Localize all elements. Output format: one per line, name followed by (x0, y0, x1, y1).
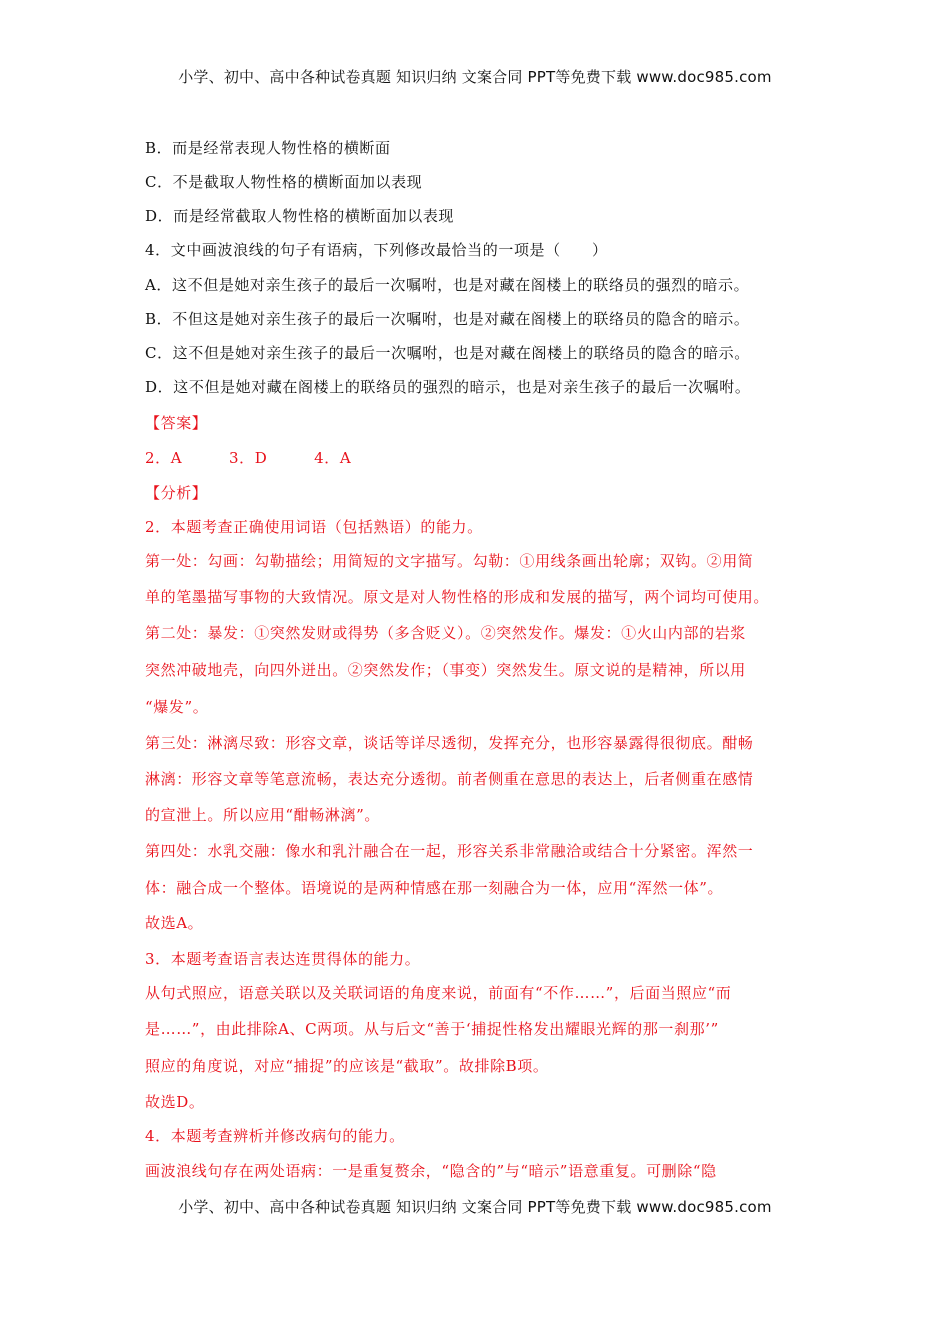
text-line: 故选D。 (145, 1093, 205, 1111)
text-line: 3．本题考查语言表达连贯得体的能力。 (145, 950, 421, 968)
text-line: 2．本题考查正确使用词语（包括熟语）的能力。 (145, 518, 483, 536)
footer-banner: 小学、初中、高中各种试卷真题 知识归纳 文案合同 PPT等免费下载 www.doc985.com (178, 1198, 772, 1216)
text-line: C．不是截取人物性格的横断面加以表现 (145, 173, 423, 191)
text-line: 4．文中画波浪线的句子有语病，下列修改最恰当的一项是（ ） (145, 241, 608, 259)
text-line: C．这不但是她对亲生孩子的最后一次嘱咐，也是对藏在阁楼上的联络员的隐含的暗示。 (145, 344, 750, 362)
text-line: D．而是经常截取人物性格的横断面加以表现 (145, 207, 455, 225)
text-line: 第一处：勾画：勾勒描绘；用简短的文字描写。勾勒：①用线条画出轮廓；双钩。②用简 (145, 552, 754, 570)
text-line: 4．本题考查辨析并修改病句的能力。 (145, 1127, 405, 1145)
text-line: 淋漓：形容文章等笔意流畅，表达充分透彻。前者侧重在意思的表达上，后者侧重在感情 (145, 770, 754, 788)
text-line: A．这不但是她对亲生孩子的最后一次嘱咐，也是对藏在阁楼上的联络员的强烈的暗示。 (145, 276, 750, 294)
text-line: D．这不但是她对藏在阁楼上的联络员的强烈的暗示，也是对亲生孩子的最后一次嘱咐。 (145, 378, 751, 396)
text-line: 单的笔墨描写事物的大致情况。原文是对人物性格的形成和发展的描写，两个词均可使用。 (145, 588, 770, 606)
text-line: “爆发”。 (145, 698, 209, 716)
text-line: 是……”，由此排除A、C两项。从与后文“善于‘捕捉性格发出耀眼光辉的那一刹那’” (145, 1020, 719, 1038)
text-line: 第四处：水乳交融：像水和乳汁融合在一起，形容关系非常融洽或结合十分紧密。浑然一 (145, 842, 754, 860)
text-line: 照应的角度说，对应“捕捉”的应该是“截取”。故排除B项。 (145, 1057, 549, 1075)
text-line: 从句式照应，语意关联以及关联词语的角度来说，前面有“不作……”，后面当照应“而 (145, 984, 732, 1002)
text-line: 第三处：淋漓尽致：形容文章，谈话等详尽透彻，发挥充分，也形容暴露得很彻底。酣畅 (145, 734, 754, 752)
text-line: B．而是经常表现人物性格的横断面 (145, 139, 391, 157)
text-line: 【分析】 (145, 484, 208, 502)
text-line: 突然冲破地壳，向四外迸出。②突然发作；（事变）突然发生。原文说的是精神，所以用 (145, 661, 746, 679)
text-line: 体：融合成一个整体。语境说的是两种情感在那一刻融合为一体，应用“浑然一体”。 (145, 879, 724, 897)
text-line: 【答案】 (145, 414, 208, 432)
header-banner: 小学、初中、高中各种试卷真题 知识归纳 文案合同 PPT等免费下载 www.doc985.com (178, 68, 772, 86)
text-line: 的宣泄上。所以应用“酣畅淋漓”。 (145, 806, 380, 824)
text-line: 2．A 3．D 4．A (145, 449, 352, 467)
text-line: 画波浪线句存在两处语病：一是重复赘余，“隐含的”与“暗示”语意重复。可删除“隐 (145, 1162, 717, 1180)
text-line: 故选A。 (145, 914, 204, 932)
text-line: 第二处：暴发：①突然发财或得势（多含贬义）。②突然发作。爆发：①火山内部的岩浆 (145, 624, 746, 642)
text-line: B．不但这是她对亲生孩子的最后一次嘱咐，也是对藏在阁楼上的联络员的隐含的暗示。 (145, 310, 750, 328)
